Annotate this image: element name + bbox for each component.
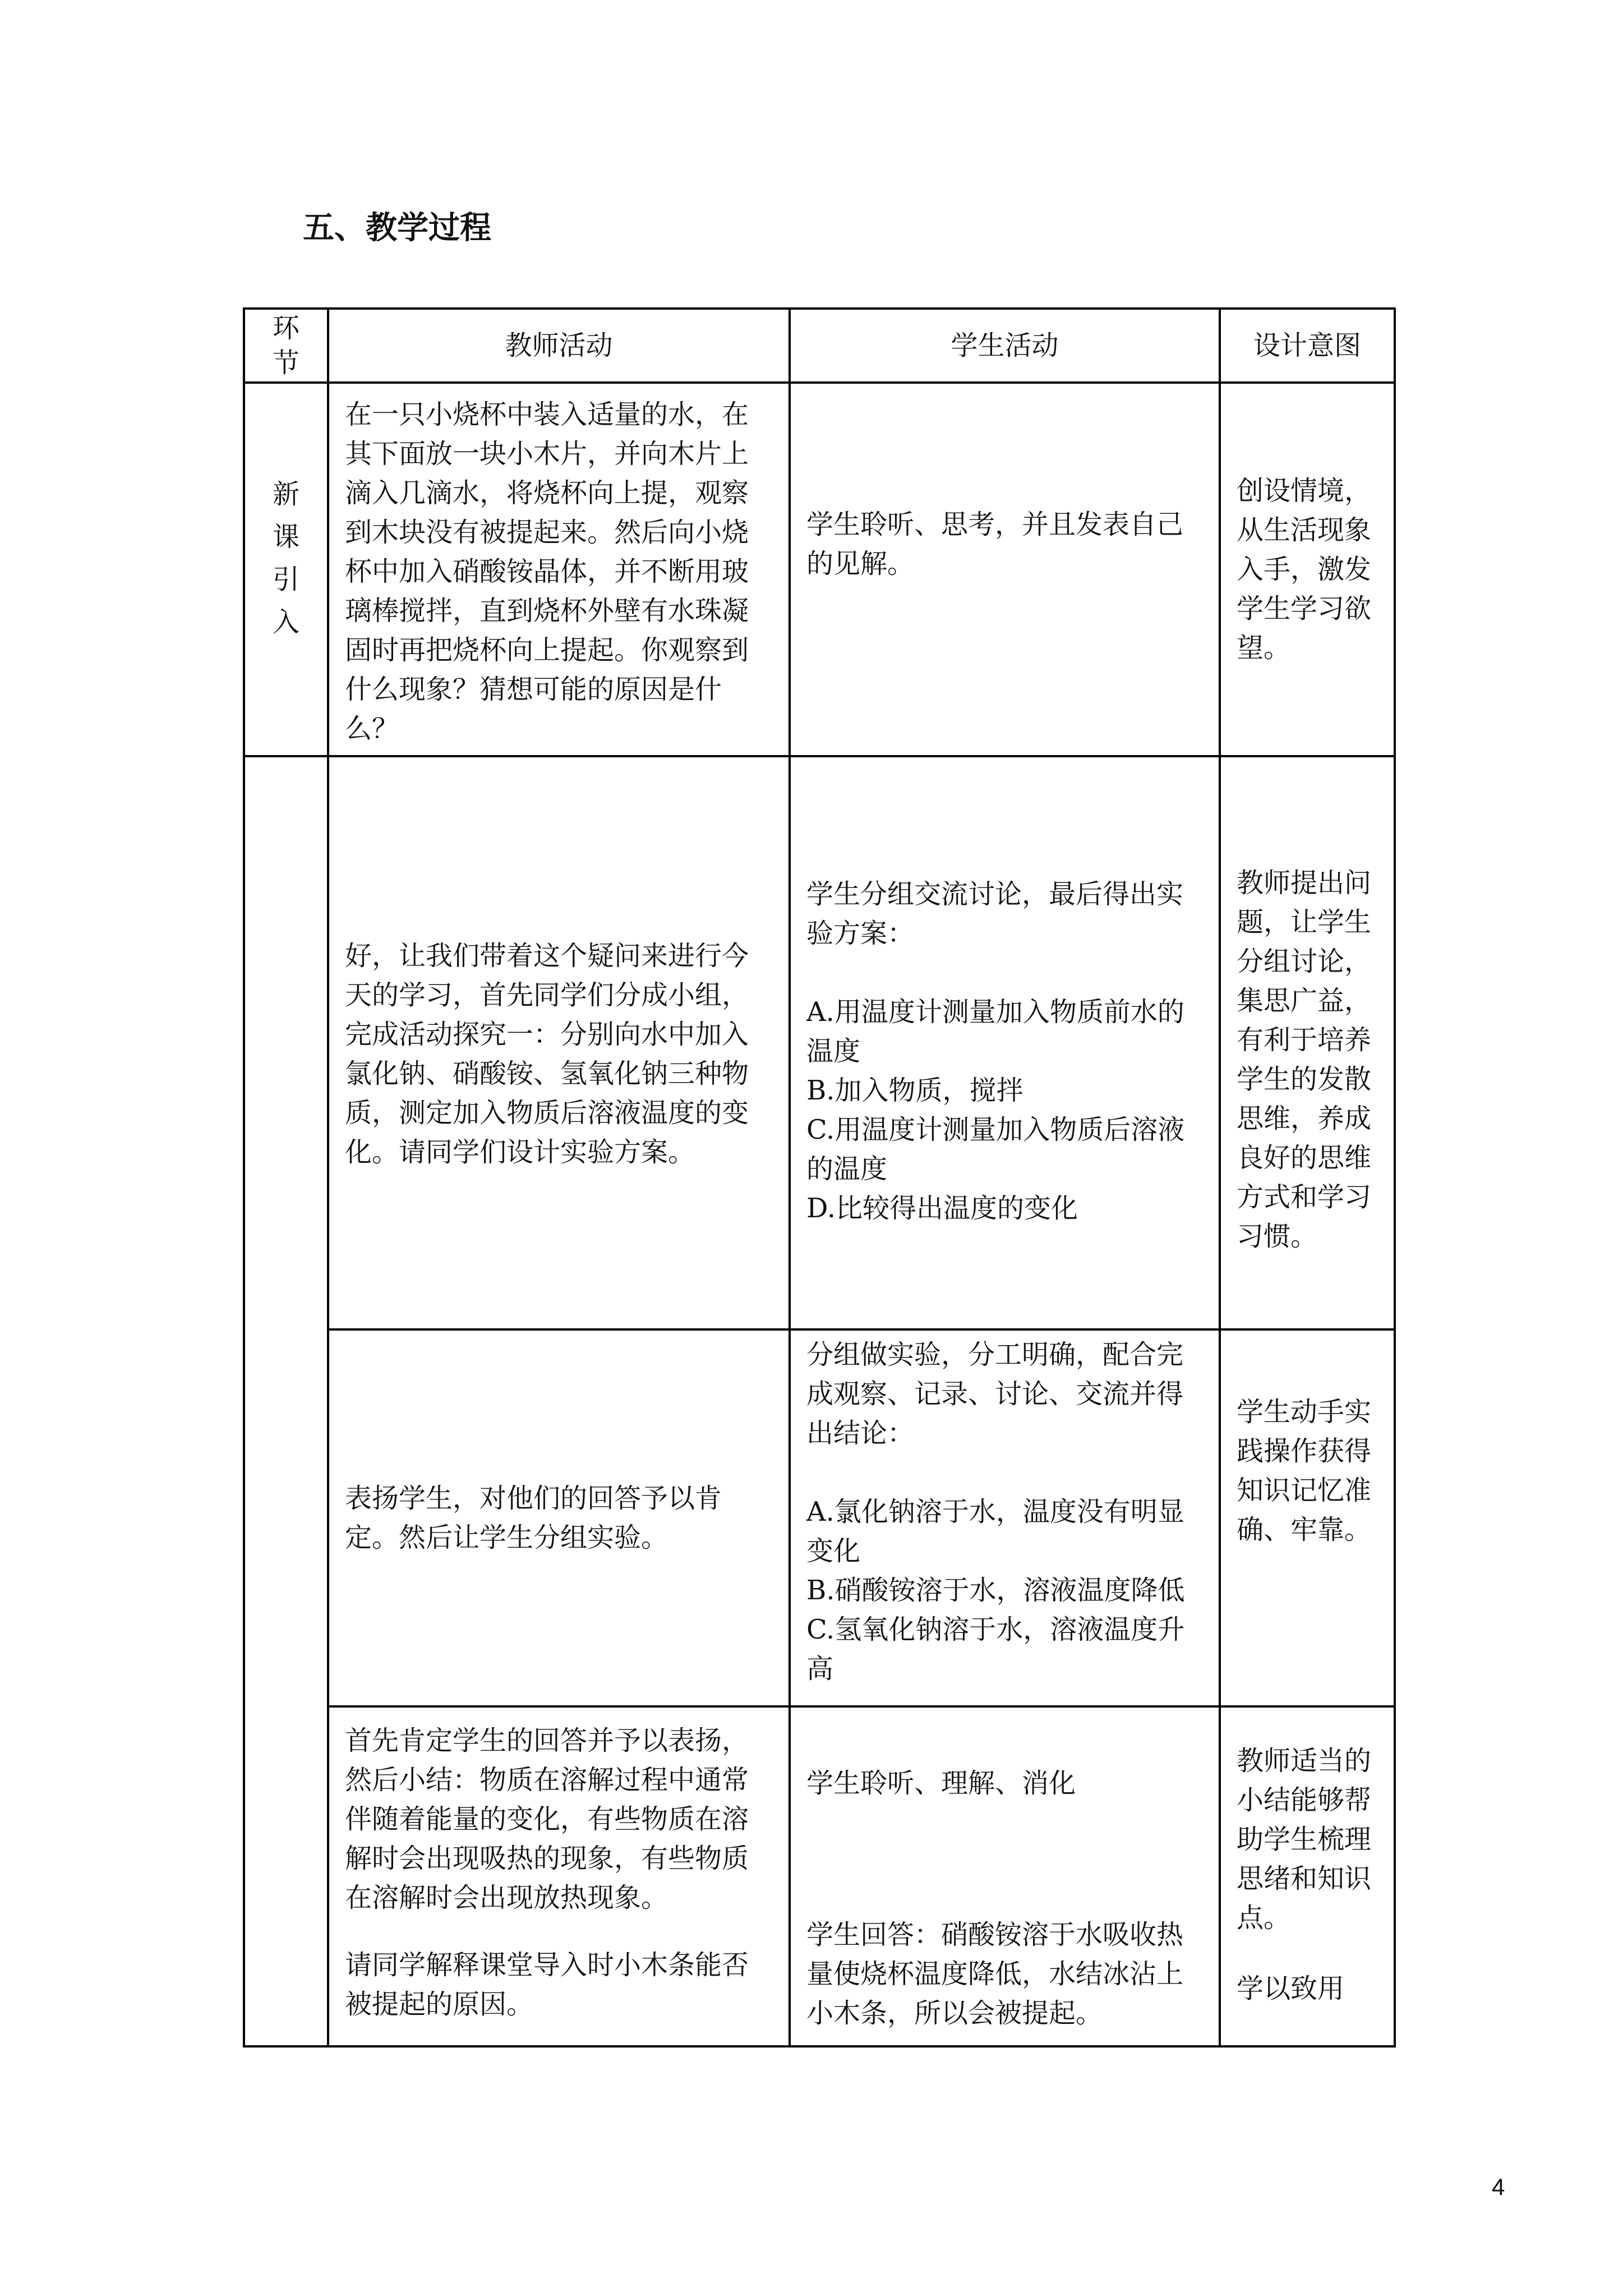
student-activity bbox=[790, 756, 1220, 1329]
step-item: C.氢氧化钠溶于水，溶液温度升高 bbox=[806, 1614, 1185, 1685]
header-stage: 环 节 bbox=[244, 309, 328, 383]
table-row bbox=[244, 756, 1395, 1329]
teacher-activity bbox=[328, 1706, 790, 2046]
design-intent bbox=[1220, 1706, 1395, 2046]
design-intent: 教师提出问题，让学生分组讨论，集思广益，有利于培养学生的发散思维，养成良好的思维方式和学习习惯。 bbox=[1220, 756, 1395, 1329]
teacher-activity: 在一只小烧杯中装入适量的水，在其下面放一块小木片，并向木片上滴入几滴水，将烧杯向上提，观察到木块没有被提起来。然后向小烧杯中加入硝酸铵晶体，并不断用玻璃棒搅拌，直到烧杯外壁有水珠凝固时再把烧杯向上提起。你观察到什么现象？猜想可能的原因是什么？ bbox=[328, 383, 790, 756]
teacher-question: 请同学解释课堂导入时小木条能否被提起的原因。 bbox=[345, 1949, 749, 2020]
stage-label: 新 课 引 入 bbox=[272, 478, 299, 638]
student-activity bbox=[790, 1706, 1220, 2046]
section-title: 五、教学过程 bbox=[303, 210, 491, 246]
student-answer: 学生回答：硝酸铵溶于水吸收热量使烧杯温度降低，水结冰沾上小木条，所以会被提起。 bbox=[806, 1919, 1184, 2029]
teacher-activity: 好，让我们带着这个疑问来进行今天的学习，首先同学们分成小组，完成活动探究一：分别向水中加入氯化钠、硝酸铵、氢氧化钠三种物质，测定加入物质后溶液温度的变化。请同学们设计实验方案。 bbox=[328, 756, 790, 1329]
student-intro: 分组做实验，分工明确，配合完成观察、记录、讨论、交流并得出结论： bbox=[806, 1339, 1184, 1449]
intent-apply: 学以致用 bbox=[1237, 1973, 1345, 2004]
design-intent: 学生动手实践操作获得知识记忆准确、牢靠。 bbox=[1220, 1329, 1395, 1706]
student-listen: 学生聆听、理解、消化 bbox=[806, 1768, 1076, 1799]
stage-cell bbox=[244, 383, 328, 756]
step-item: D.比较得出温度的变化 bbox=[806, 1193, 1078, 1224]
table-row bbox=[244, 1706, 1395, 2046]
design-intent: 创设情境，从生活现象入手，激发学生学习欲望。 bbox=[1220, 383, 1395, 756]
header-student-activity: 学生活动 bbox=[790, 309, 1220, 383]
table-row bbox=[244, 383, 1395, 756]
student-activity: 学生聆听、思考，并且发表自己的见解。 bbox=[790, 383, 1220, 756]
teacher-activity: 表扬学生，对他们的回答予以肯定。然后让学生分组实验。 bbox=[328, 1329, 790, 1706]
step-item: B.加入物质，搅拌 bbox=[806, 1075, 1023, 1106]
step-item: B.硝酸铵溶于水，溶液温度降低 bbox=[806, 1575, 1185, 1606]
teacher-summary: 首先肯定学生的回答并予以表扬，然后小结：物质在溶解过程中通常伴随着能量的变化，有些物质在溶解时会出现吸热的现象，有些物质在溶解时会出现放热现象。 bbox=[345, 1725, 749, 1913]
table-header-row bbox=[244, 309, 1395, 383]
stage-cell-empty bbox=[244, 756, 328, 2046]
page-number: 4 bbox=[1492, 2174, 1505, 2200]
step-item: A.用温度计测量加入物质前水的温度 bbox=[806, 996, 1184, 1067]
table-row bbox=[244, 1329, 1395, 1706]
header-design-intent: 设计意图 bbox=[1220, 309, 1395, 383]
header-teacher-activity: 教师活动 bbox=[328, 309, 790, 383]
step-item: C.用温度计测量加入物质后溶液的温度 bbox=[806, 1114, 1185, 1185]
student-intro: 学生分组交流讨论，最后得出实验方案： bbox=[806, 878, 1184, 949]
intent-summary: 教师适当的小结能够帮助学生梳理思绪和知识点。 bbox=[1237, 1745, 1372, 1934]
student-activity bbox=[790, 1329, 1220, 1706]
step-item: A.氯化钠溶于水，温度没有明显变化 bbox=[806, 1496, 1184, 1567]
teaching-process-table bbox=[243, 307, 1396, 2047]
